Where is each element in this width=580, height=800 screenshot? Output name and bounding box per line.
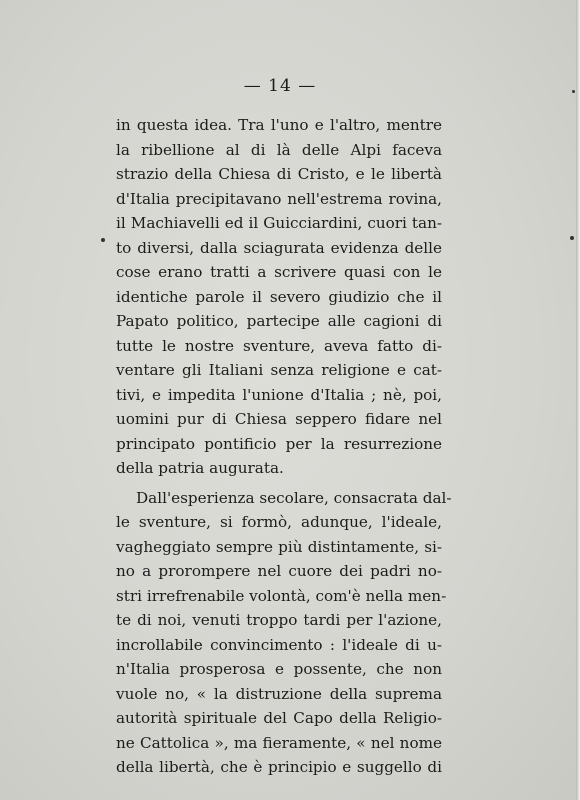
ink-speck <box>572 90 575 93</box>
text-line: tivi, e impedita l'unione d'Italia ; nè, poi, <box>116 385 442 404</box>
paragraph-1 <box>116 113 442 481</box>
text-line: in questa idea. Tra l'uno e l'altro, mentre <box>116 116 442 134</box>
text-line: la ribellione al di là delle Alpi faceva <box>116 140 442 159</box>
text-line: il Machiavelli ed il Guicciardini, cuori tan- <box>116 214 442 232</box>
text-line: Dall'esperienza secolare, consacrata dal- <box>136 488 452 507</box>
text-line: stri irrefrenabile volontà, com'è nella men- <box>116 586 447 605</box>
text-line: ne Cattolica », ma fieramente, « nel nome <box>116 733 442 752</box>
text-line: ventare gli Italiani senza religione e cat- <box>116 361 442 379</box>
body-text <box>116 113 452 780</box>
text-line: Papato politico, partecipe alle cagioni di <box>116 312 442 330</box>
ink-speck <box>101 238 105 242</box>
text-line: te di noi, venuti troppo tardi per l'azione, <box>116 611 442 629</box>
text-line: tutte le nostre sventure, aveva fatto di- <box>116 336 442 355</box>
ink-speck <box>570 236 574 240</box>
text-line: vuole no, « la distruzione della suprema <box>116 684 442 703</box>
text-line: to diversi, dalla sciagurata evidenza delle <box>116 238 442 257</box>
text-line: incrollabile convincimento : l'ideale di u- <box>116 635 442 654</box>
text-line: autorità spirituale del Capo della Religio- <box>116 709 442 727</box>
text-line: uomini pur di Chiesa seppero fidare nel <box>116 410 442 428</box>
page-edge <box>576 0 580 800</box>
page-number: — 14 — <box>243 76 317 96</box>
text-line: d'Italia precipitavano nell'estrema rovina, <box>116 189 442 208</box>
text-line: identiche parole il severo giudizio che il <box>116 287 442 306</box>
text-line: vagheggiato sempre più distintamente, si- <box>116 537 442 556</box>
text-line: n'Italia prosperosa e possente, che non <box>116 660 442 678</box>
text-line: cose erano tratti a scrivere quasi con le <box>116 263 442 281</box>
text-line: le sventure, si formò, adunque, l'ideale, <box>116 513 442 531</box>
paragraph-2 <box>116 486 452 780</box>
text-line: strazio della Chiesa di Cristo, e le libertà <box>116 165 442 183</box>
text-line: principato pontificio per la resurrezione <box>116 434 442 453</box>
text-line: della libertà, che è principio e suggello di <box>116 758 442 776</box>
text-line: della patria augurata. <box>116 459 284 477</box>
text-line: no a prorompere nel cuore dei padri no- <box>116 562 442 580</box>
